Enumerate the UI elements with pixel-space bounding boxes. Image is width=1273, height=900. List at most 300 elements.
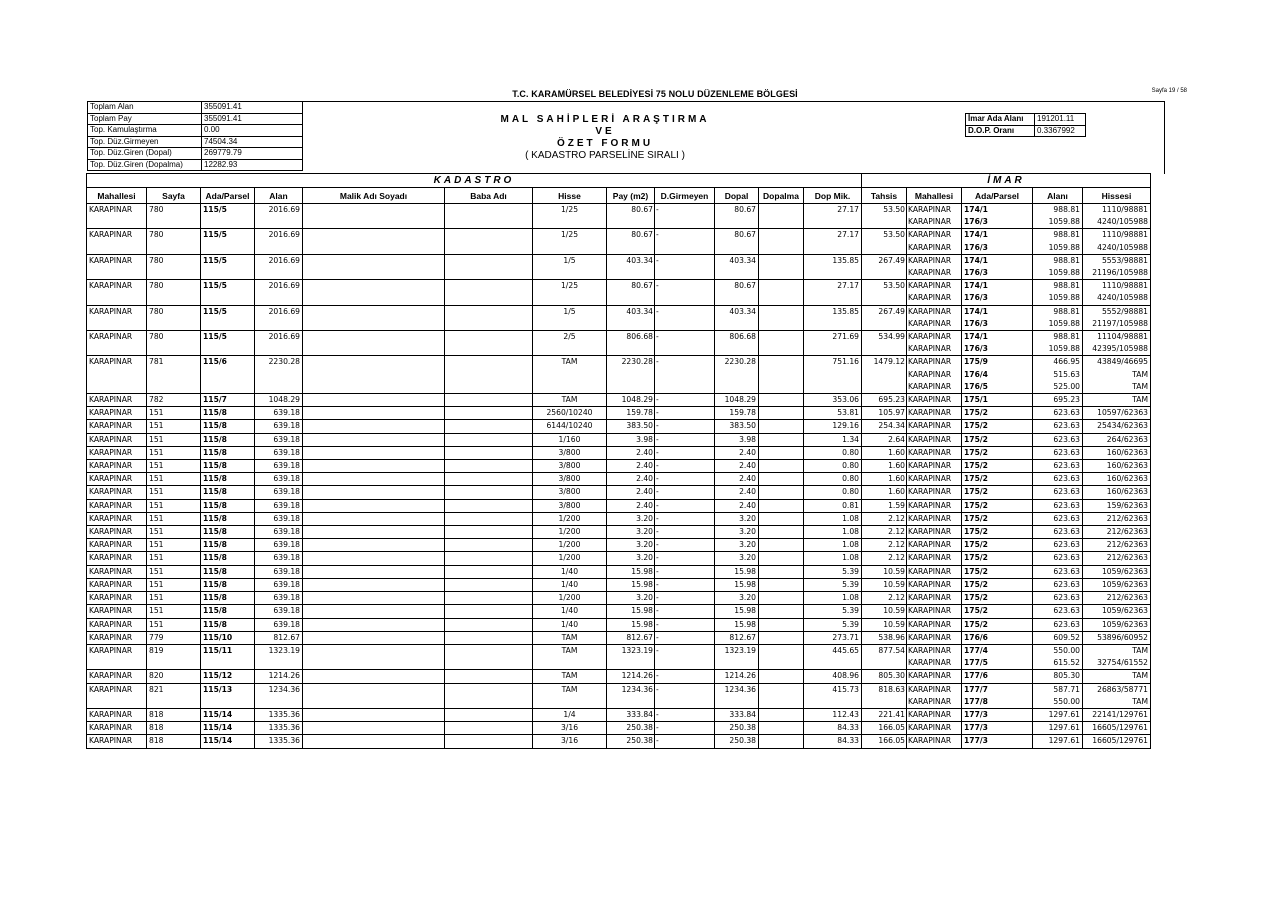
- imar-alani-cell: 805.30: [1033, 670, 1083, 683]
- imar-ada-parsel-cell: 177/5: [962, 657, 1033, 670]
- dop-mik-cell: 135.85: [804, 254, 862, 267]
- ada-parsel-cell: 115/8: [201, 526, 255, 539]
- d-girmeyen-cell: -: [655, 644, 715, 657]
- dop-mik-cell: [804, 292, 862, 305]
- sayfa-cell: [147, 242, 201, 255]
- table-row: [87, 305, 1151, 318]
- ada-parsel-cell: 115/8: [201, 592, 255, 605]
- malik-cell: [303, 343, 445, 356]
- baba-cell: [445, 369, 533, 381]
- pay-cell: 80.67: [607, 229, 655, 242]
- sayfa-cell: 151: [147, 460, 201, 473]
- baba-cell: [445, 305, 533, 318]
- imar-ada-parsel-cell: 175/2: [962, 446, 1033, 459]
- mahalle-cell: KARAPINAR: [87, 204, 147, 217]
- baba-cell: [445, 420, 533, 433]
- sayfa-cell: 780: [147, 254, 201, 267]
- imar-mahalle-cell: KARAPINAR: [907, 708, 962, 721]
- ada-parsel-cell: [201, 216, 255, 229]
- malik-cell: [303, 578, 445, 591]
- hisse-cell: 1/200: [533, 512, 607, 525]
- summary-label: Top. Kamulaştırma: [88, 125, 202, 137]
- imar-ada-parsel-cell: 174/1: [962, 305, 1033, 318]
- baba-cell: [445, 229, 533, 242]
- column-header: Dop Mik.: [804, 188, 862, 204]
- ada-parsel-cell: 115/8: [201, 460, 255, 473]
- imar-alani-cell: 623.63: [1033, 539, 1083, 552]
- mahalle-cell: KARAPINAR: [87, 407, 147, 420]
- dop-mik-cell: [804, 343, 862, 356]
- malik-cell: [303, 407, 445, 420]
- dopal-cell: 3.20: [715, 526, 759, 539]
- dop-mik-cell: 5.39: [804, 618, 862, 631]
- imar-ada-parsel-cell: 177/7: [962, 683, 1033, 696]
- sayfa-cell: [147, 267, 201, 280]
- hisse-cell: 3/800: [533, 446, 607, 459]
- sayfa-cell: 151: [147, 512, 201, 525]
- imar-mahalle-cell: KARAPINAR: [907, 539, 962, 552]
- tahsis-cell: 1.60: [862, 486, 907, 499]
- imar-summary-value: 191201.11: [1035, 114, 1086, 126]
- dop-mik-cell: 1.08: [804, 526, 862, 539]
- dopal-cell: 2.40: [715, 499, 759, 512]
- alan-cell: 639.18: [255, 420, 303, 433]
- ada-parsel-cell: [201, 242, 255, 255]
- table-row: [87, 526, 1151, 539]
- mahalle-cell: KARAPINAR: [87, 305, 147, 318]
- dop-mik-cell: [804, 369, 862, 381]
- hisse-cell: 3/16: [533, 722, 607, 735]
- dopal-cell: 3.20: [715, 592, 759, 605]
- imar-ada-parsel-cell: 175/2: [962, 512, 1033, 525]
- baba-cell: [445, 499, 533, 512]
- pay-cell: 80.67: [607, 280, 655, 293]
- pay-cell: [607, 343, 655, 356]
- malik-cell: [303, 618, 445, 631]
- dopal-cell: [715, 381, 759, 394]
- pay-cell: 403.34: [607, 254, 655, 267]
- malik-cell: [303, 394, 445, 407]
- imar-alani-cell: 1297.61: [1033, 735, 1083, 748]
- ada-parsel-cell: 115/5: [201, 280, 255, 293]
- baba-cell: [445, 735, 533, 748]
- hisse-cell: [533, 267, 607, 280]
- imar-hissesi-cell: 159/62363: [1083, 499, 1151, 512]
- mahalle-cell: KARAPINAR: [87, 735, 147, 748]
- pay-cell: 2.40: [607, 460, 655, 473]
- d-girmeyen-cell: -: [655, 473, 715, 486]
- dop-mik-cell: 5.39: [804, 605, 862, 618]
- table-row: [87, 433, 1151, 446]
- imar-mahalle-cell: KARAPINAR: [907, 696, 962, 709]
- imar-ada-parsel-cell: 174/1: [962, 280, 1033, 293]
- dopal-cell: 15.98: [715, 605, 759, 618]
- imar-hissesi-cell: 21197/105988: [1083, 318, 1151, 331]
- dopal-cell: [715, 242, 759, 255]
- baba-cell: [445, 618, 533, 631]
- d-girmeyen-cell: -: [655, 229, 715, 242]
- dop-mik-cell: 27.17: [804, 204, 862, 217]
- summary-label: Toplam Pay: [88, 113, 202, 125]
- imar-mahalle-cell: KARAPINAR: [907, 683, 962, 696]
- dopalma-cell: [759, 578, 804, 591]
- pay-cell: 383.50: [607, 420, 655, 433]
- pay-cell: 1234.36: [607, 683, 655, 696]
- alan-cell: 639.18: [255, 446, 303, 459]
- ada-parsel-cell: 115/8: [201, 499, 255, 512]
- baba-cell: [445, 267, 533, 280]
- tahsis-cell: 1.60: [862, 473, 907, 486]
- ada-parsel-cell: [201, 318, 255, 331]
- imar-hissesi-cell: 1059/62363: [1083, 565, 1151, 578]
- baba-cell: [445, 280, 533, 293]
- malik-cell: [303, 229, 445, 242]
- d-girmeyen-cell: -: [655, 735, 715, 748]
- imar-alani-cell: 466.95: [1033, 356, 1083, 369]
- pay-cell: 3.20: [607, 552, 655, 565]
- dopal-cell: 333.84: [715, 708, 759, 721]
- hisse-cell: 1/200: [533, 526, 607, 539]
- dopal-cell: 15.98: [715, 618, 759, 631]
- d-girmeyen-cell: -: [655, 407, 715, 420]
- d-girmeyen-cell: -: [655, 722, 715, 735]
- d-girmeyen-cell: -: [655, 526, 715, 539]
- hisse-cell: 1/5: [533, 305, 607, 318]
- tahsis-cell: 53.50: [862, 204, 907, 217]
- malik-cell: [303, 356, 445, 369]
- ada-parsel-cell: [201, 696, 255, 709]
- imar-ada-parsel-cell: 176/3: [962, 242, 1033, 255]
- dopal-cell: 3.98: [715, 433, 759, 446]
- imar-hissesi-cell: 160/62363: [1083, 473, 1151, 486]
- pay-cell: 1323.19: [607, 644, 655, 657]
- mahalle-cell: [87, 292, 147, 305]
- alan-cell: 1048.29: [255, 394, 303, 407]
- pay-cell: 80.67: [607, 204, 655, 217]
- imar-hissesi-cell: 1110/98881: [1083, 229, 1151, 242]
- tahsis-cell: 2.12: [862, 526, 907, 539]
- tahsis-cell: 818.63: [862, 683, 907, 696]
- mahalle-cell: KARAPINAR: [87, 229, 147, 242]
- dopal-cell: 2.40: [715, 460, 759, 473]
- summary-label: Toplam Alan: [88, 102, 202, 114]
- imar-alani-cell: 988.81: [1033, 229, 1083, 242]
- hisse-cell: 3/800: [533, 499, 607, 512]
- hisse-cell: 3/800: [533, 486, 607, 499]
- mahalle-cell: KARAPINAR: [87, 683, 147, 696]
- malik-cell: [303, 267, 445, 280]
- dop-mik-cell: 5.39: [804, 578, 862, 591]
- imar-mahalle-cell: KARAPINAR: [907, 644, 962, 657]
- dopal-cell: 2.40: [715, 486, 759, 499]
- sayfa-cell: 151: [147, 420, 201, 433]
- imar-ada-parsel-cell: 176/3: [962, 292, 1033, 305]
- alan-cell: 639.18: [255, 433, 303, 446]
- malik-cell: [303, 696, 445, 709]
- imar-mahalle-cell: KARAPINAR: [907, 565, 962, 578]
- table-row: [87, 407, 1151, 420]
- imar-alani-cell: 623.63: [1033, 420, 1083, 433]
- ada-parsel-cell: 115/7: [201, 394, 255, 407]
- mahalle-cell: [87, 369, 147, 381]
- dop-mik-cell: [804, 242, 862, 255]
- dopalma-cell: [759, 722, 804, 735]
- imar-mahalle-cell: KARAPINAR: [907, 343, 962, 356]
- alan-cell: 639.18: [255, 486, 303, 499]
- imar-ada-parsel-cell: 174/1: [962, 229, 1033, 242]
- baba-cell: [445, 578, 533, 591]
- table-row: [87, 394, 1151, 407]
- imar-ada-parsel-cell: 176/3: [962, 343, 1033, 356]
- ada-parsel-cell: 115/8: [201, 433, 255, 446]
- table-row: [87, 242, 1151, 255]
- table-row: [87, 254, 1151, 267]
- malik-cell: [303, 631, 445, 644]
- hisse-cell: 2/5: [533, 331, 607, 344]
- dop-mik-cell: 0.80: [804, 473, 862, 486]
- ada-parsel-cell: 115/14: [201, 722, 255, 735]
- dop-mik-cell: 0.80: [804, 486, 862, 499]
- ada-parsel-cell: 115/8: [201, 618, 255, 631]
- imar-summary-table: [965, 113, 1086, 137]
- table-row: [87, 486, 1151, 499]
- mahalle-cell: KARAPINAR: [87, 499, 147, 512]
- tahsis-cell: 695.23: [862, 394, 907, 407]
- dopal-cell: [715, 343, 759, 356]
- imar-summary-row: [966, 125, 1086, 137]
- malik-cell: [303, 254, 445, 267]
- pay-cell: 250.38: [607, 722, 655, 735]
- malik-cell: [303, 305, 445, 318]
- mahalle-cell: KARAPINAR: [87, 644, 147, 657]
- pay-cell: 15.98: [607, 618, 655, 631]
- hisse-cell: 1/40: [533, 605, 607, 618]
- imar-alani-cell: 623.63: [1033, 618, 1083, 631]
- imar-mahalle-cell: KARAPINAR: [907, 305, 962, 318]
- imar-alani-cell: 1059.88: [1033, 292, 1083, 305]
- imar-alani-cell: 615.52: [1033, 657, 1083, 670]
- imar-ada-parsel-cell: 176/3: [962, 267, 1033, 280]
- tahsis-cell: 53.50: [862, 229, 907, 242]
- ada-parsel-cell: 115/10: [201, 631, 255, 644]
- dop-mik-cell: 53.81: [804, 407, 862, 420]
- alan-cell: 639.18: [255, 578, 303, 591]
- imar-hissesi-cell: 4240/105988: [1083, 216, 1151, 229]
- table-row: [87, 204, 1151, 217]
- tahsis-cell: 105.97: [862, 407, 907, 420]
- imar-ada-parsel-cell: 175/2: [962, 565, 1033, 578]
- imar-ada-parsel-cell: 175/2: [962, 526, 1033, 539]
- table-row: [87, 280, 1151, 293]
- imar-ada-parsel-cell: 176/3: [962, 318, 1033, 331]
- dopal-cell: 80.67: [715, 204, 759, 217]
- dopalma-cell: [759, 735, 804, 748]
- tahsis-cell: [862, 242, 907, 255]
- malik-cell: [303, 683, 445, 696]
- imar-hissesi-cell: TAM: [1083, 696, 1151, 709]
- imar-hissesi-cell: 32754/61552: [1083, 657, 1151, 670]
- dopal-cell: 1048.29: [715, 394, 759, 407]
- d-girmeyen-cell: -: [655, 420, 715, 433]
- sayfa-cell: 780: [147, 331, 201, 344]
- imar-mahalle-cell: KARAPINAR: [907, 292, 962, 305]
- pay-cell: 15.98: [607, 565, 655, 578]
- ada-parsel-cell: 115/8: [201, 565, 255, 578]
- hisse-cell: 1/40: [533, 618, 607, 631]
- imar-ada-parsel-cell: 175/2: [962, 486, 1033, 499]
- tahsis-cell: 2.12: [862, 512, 907, 525]
- imar-ada-parsel-cell: 176/5: [962, 381, 1033, 394]
- baba-cell: [445, 433, 533, 446]
- d-girmeyen-cell: -: [655, 499, 715, 512]
- baba-cell: [445, 460, 533, 473]
- alan-cell: [255, 267, 303, 280]
- imar-mahalle-cell: KARAPINAR: [907, 280, 962, 293]
- dopal-cell: 1234.36: [715, 683, 759, 696]
- ada-parsel-cell: 115/5: [201, 229, 255, 242]
- ada-parsel-cell: [201, 267, 255, 280]
- ada-parsel-cell: [201, 381, 255, 394]
- pay-cell: 2.40: [607, 499, 655, 512]
- alan-cell: [255, 292, 303, 305]
- hisse-cell: TAM: [533, 670, 607, 683]
- dopal-cell: 383.50: [715, 420, 759, 433]
- dopal-cell: 403.34: [715, 254, 759, 267]
- summary-value: 355091.41: [202, 102, 303, 114]
- imar-alani-cell: 988.81: [1033, 254, 1083, 267]
- dop-mik-cell: 0.80: [804, 460, 862, 473]
- imar-alani-cell: 988.81: [1033, 331, 1083, 344]
- imar-alani-cell: 525.00: [1033, 381, 1083, 394]
- dopalma-cell: [759, 486, 804, 499]
- alan-cell: [255, 381, 303, 394]
- sayfa-cell: 151: [147, 539, 201, 552]
- hisse-cell: 1/25: [533, 229, 607, 242]
- baba-cell: [445, 657, 533, 670]
- column-header: Tahsis: [862, 188, 907, 204]
- baba-cell: [445, 696, 533, 709]
- ada-parsel-cell: 115/8: [201, 539, 255, 552]
- table-row: [87, 381, 1151, 394]
- imar-mahalle-cell: KARAPINAR: [907, 512, 962, 525]
- hisse-cell: [533, 216, 607, 229]
- imar-mahalle-cell: KARAPINAR: [907, 657, 962, 670]
- summary-value: 0.00: [202, 125, 303, 137]
- column-header: Alanı: [1033, 188, 1083, 204]
- dopalma-cell: [759, 592, 804, 605]
- mahalle-cell: KARAPINAR: [87, 254, 147, 267]
- d-girmeyen-cell: -: [655, 512, 715, 525]
- alan-cell: [255, 369, 303, 381]
- tahsis-cell: [862, 381, 907, 394]
- hisse-cell: [533, 292, 607, 305]
- baba-cell: [445, 343, 533, 356]
- tahsis-cell: 805.30: [862, 670, 907, 683]
- mahalle-cell: KARAPINAR: [87, 460, 147, 473]
- imar-hissesi-cell: 160/62363: [1083, 460, 1151, 473]
- dopalma-cell: [759, 552, 804, 565]
- dopalma-cell: [759, 229, 804, 242]
- baba-cell: [445, 216, 533, 229]
- hisse-cell: 1/160: [533, 433, 607, 446]
- dop-mik-cell: 112.43: [804, 708, 862, 721]
- imar-hissesi-cell: 212/62363: [1083, 552, 1151, 565]
- mahalle-cell: KARAPINAR: [87, 592, 147, 605]
- baba-cell: [445, 512, 533, 525]
- tahsis-cell: [862, 216, 907, 229]
- pay-cell: 250.38: [607, 735, 655, 748]
- dop-mik-cell: [804, 267, 862, 280]
- imar-ada-parsel-cell: 175/2: [962, 592, 1033, 605]
- sayfa-cell: 151: [147, 618, 201, 631]
- hisse-cell: TAM: [533, 644, 607, 657]
- hisse-cell: [533, 318, 607, 331]
- imar-alani-cell: 623.63: [1033, 446, 1083, 459]
- column-header: Dopalma: [759, 188, 804, 204]
- mahalle-cell: KARAPINAR: [87, 552, 147, 565]
- summary-value: 269779.79: [202, 148, 303, 160]
- summary-label: Top. Düz.Giren (Dopal): [88, 148, 202, 160]
- tahsis-cell: 53.50: [862, 280, 907, 293]
- malik-cell: [303, 369, 445, 381]
- dopalma-cell: [759, 526, 804, 539]
- baba-cell: [445, 331, 533, 344]
- imar-ada-parsel-cell: 174/1: [962, 204, 1033, 217]
- sayfa-cell: 818: [147, 735, 201, 748]
- imar-summary-label: İmar Ada Alanı: [966, 114, 1035, 126]
- pay-cell: 2230.28: [607, 356, 655, 369]
- tahsis-cell: 10.59: [862, 565, 907, 578]
- malik-cell: [303, 670, 445, 683]
- tahsis-cell: 538.96: [862, 631, 907, 644]
- tahsis-cell: [862, 696, 907, 709]
- mahalle-cell: [87, 267, 147, 280]
- column-header: Ada/Parsel: [201, 188, 255, 204]
- imar-mahalle-cell: KARAPINAR: [907, 229, 962, 242]
- dopalma-cell: [759, 381, 804, 394]
- ada-parsel-cell: 115/8: [201, 407, 255, 420]
- dop-mik-cell: 1.08: [804, 552, 862, 565]
- ada-parsel-cell: 115/14: [201, 735, 255, 748]
- ada-parsel-cell: 115/5: [201, 254, 255, 267]
- imar-mahalle-cell: KARAPINAR: [907, 618, 962, 631]
- imar-mahalle-cell: KARAPINAR: [907, 394, 962, 407]
- mahalle-cell: KARAPINAR: [87, 280, 147, 293]
- summary-row: [88, 136, 303, 148]
- imar-hissesi-cell: 53896/60952: [1083, 631, 1151, 644]
- d-girmeyen-cell: -: [655, 708, 715, 721]
- tahsis-cell: 254.34: [862, 420, 907, 433]
- alan-cell: 1214.26: [255, 670, 303, 683]
- pay-cell: 2.40: [607, 473, 655, 486]
- hisse-cell: [533, 657, 607, 670]
- imar-alani-cell: 623.63: [1033, 460, 1083, 473]
- table-row: [87, 618, 1151, 631]
- hisse-cell: TAM: [533, 394, 607, 407]
- tahsis-cell: 221.41: [862, 708, 907, 721]
- imar-hissesi-cell: 1110/98881: [1083, 280, 1151, 293]
- dop-mik-cell: 27.17: [804, 280, 862, 293]
- ada-parsel-cell: [201, 657, 255, 670]
- sayfa-cell: 151: [147, 486, 201, 499]
- dopal-cell: [715, 657, 759, 670]
- mahalle-cell: KARAPINAR: [87, 394, 147, 407]
- dop-mik-cell: 415.73: [804, 683, 862, 696]
- imar-hissesi-cell: 264/62363: [1083, 433, 1151, 446]
- baba-cell: [445, 407, 533, 420]
- hisse-cell: 1/25: [533, 280, 607, 293]
- hisse-cell: TAM: [533, 631, 607, 644]
